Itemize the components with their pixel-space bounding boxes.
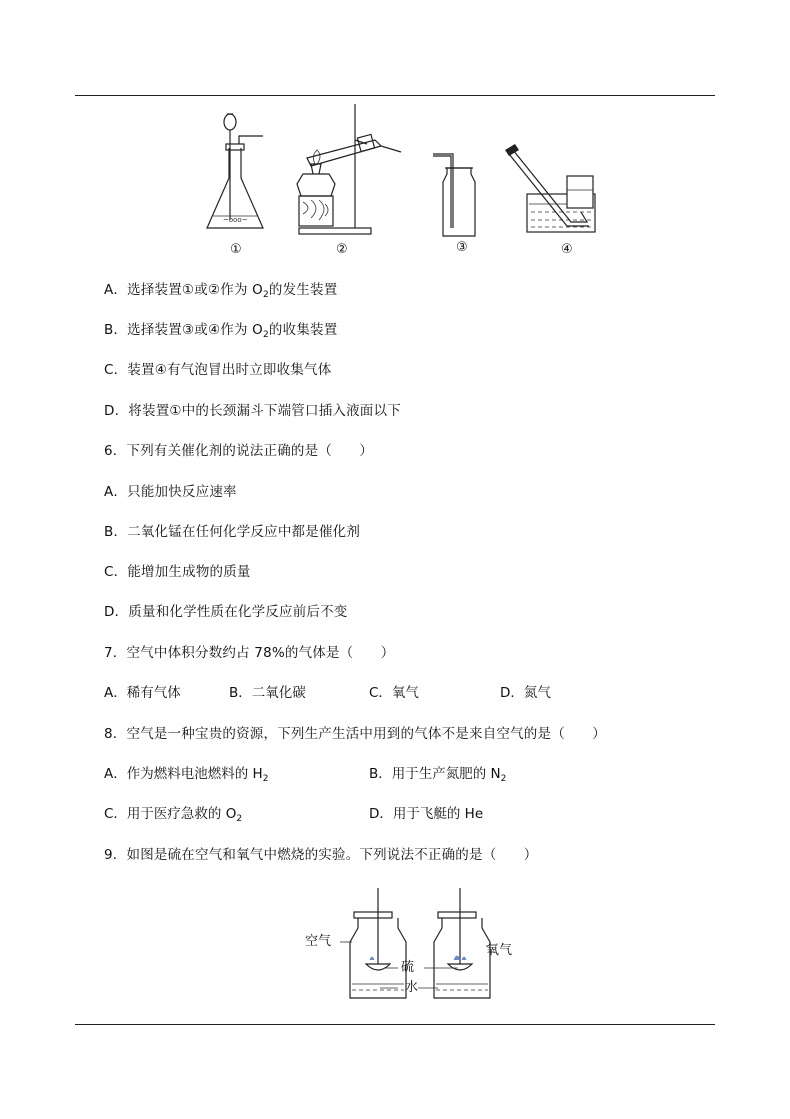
q6-option-d: D．质量和化学性质在化学反应前后不变 [104,604,348,620]
label-air: 空气 [305,934,332,949]
water-trough [505,144,595,232]
q8-option-c: C．用于医疗急救的 $O_2$ [104,806,243,824]
q9-stem: 9．如图是硫在空气和氧气中燃烧的实验。下列说法不正确的是（ ） [104,847,538,863]
q8-stem: 8．空气是一种宝贵的资源，下列生产生活中用到的气体不是来自空气的是（ ） [104,726,606,742]
q7-option-d: D．氮气 [500,685,551,701]
flask-apparatus [207,114,263,228]
top-rule [75,95,715,96]
apparatus-figure [195,100,615,240]
label-oxygen: 氧气 [486,943,513,958]
q5-option-c: C．装置④有气泡冒出时立即收集气体 [104,362,332,378]
q6-option-a: A．只能加快反应速率 [104,484,237,500]
bottom-rule [75,1024,715,1025]
q8-option-d: D．用于飞艇的 He [369,806,484,822]
q8-option-a: A．作为燃料电池燃料的 $H_2$ [104,766,269,784]
q6-option-b: B．二氧化锰在任何化学反应中都是催化剂 [104,524,361,540]
figure1-label-1: ① [230,242,242,257]
collecting-bottle [433,154,475,236]
q5-option-d: D．将装置①中的长颈漏斗下端管口插入液面以下 [104,403,401,419]
q8-option-b: B．用于生产氮肥的 $N_2$ [369,766,507,784]
q5-option-b: B．选择装置③或④作为 $O_2$的收集装置 [104,322,338,340]
q7-option-c: C．氧气 [369,685,419,701]
q7-stem: 7．空气中体积分数约占 78%的气体是（ ） [104,645,395,661]
jar-oxygen [434,888,490,998]
label-sulfur: 硫 [401,960,415,975]
figure1-label-2: ② [336,242,348,257]
q5-option-a: A．选择装置①或②作为 $O_2$的发生装置 [104,282,338,300]
figure1-label-4: ④ [561,242,573,257]
label-water: 水 [405,980,419,995]
q6-stem: 6．下列有关催化剂的说法正确的是（ ） [104,443,374,459]
heating-apparatus [297,104,401,234]
svg-text:~ooo~: ~ooo~ [223,216,248,224]
q6-option-c: C．能增加生成物的质量 [104,564,251,580]
sulfur-combustion-figure [340,884,500,1004]
q7-option-b: B．二氧化碳 [229,685,306,701]
figure1-label-3: ③ [456,240,468,255]
q7-option-a: A．稀有气体 [104,685,181,701]
jar-air [350,888,406,998]
